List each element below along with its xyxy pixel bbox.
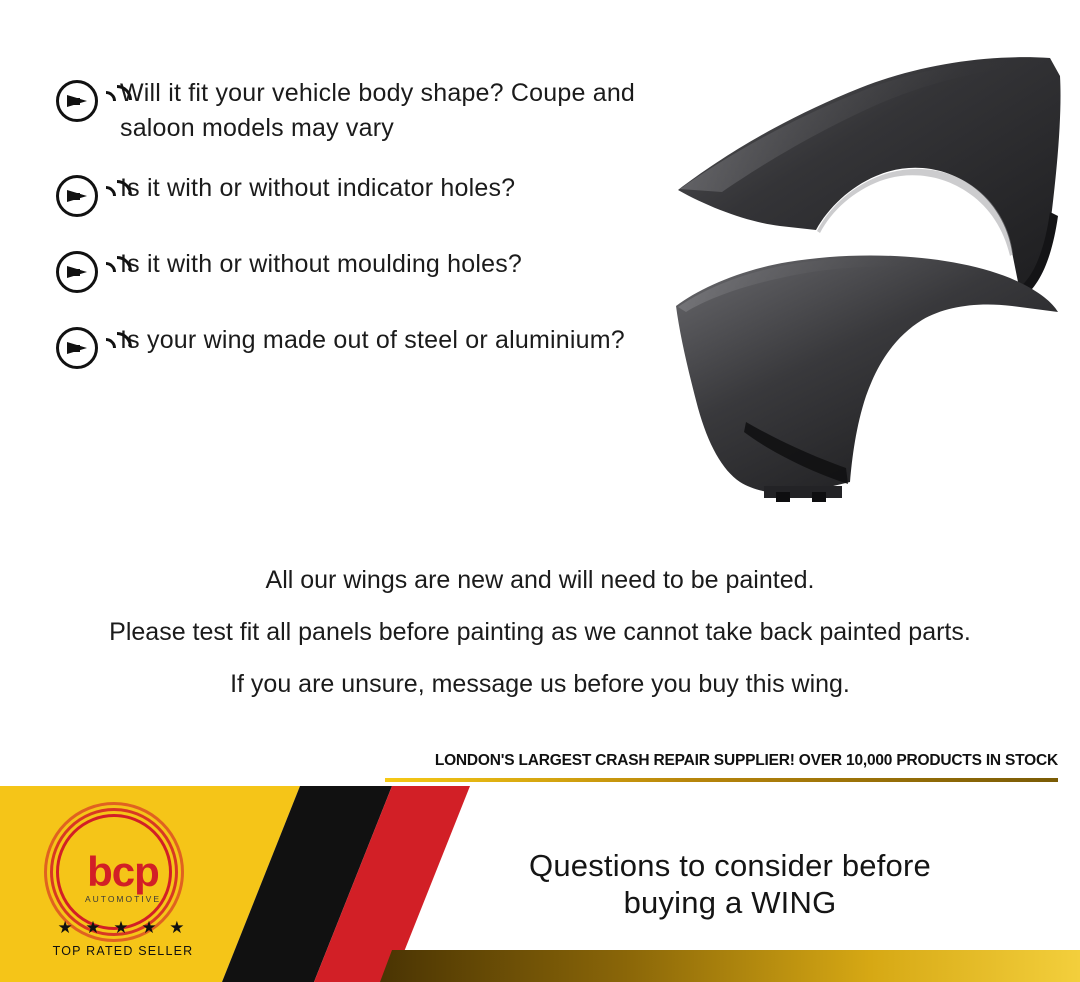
questions-list xyxy=(56,76,656,399)
promo-strip-rule xyxy=(385,778,1058,782)
question-item xyxy=(56,171,656,221)
question-text: Is it with or without indicator holes? xyxy=(120,174,516,202)
top-rated-seller-label: TOP RATED SELLER xyxy=(52,944,194,958)
wing-bottom-image xyxy=(676,255,1058,502)
question-item xyxy=(56,76,656,145)
star-rating-icon: ★ ★ ★ ★ ★ xyxy=(57,918,189,937)
logo-sub-text: AUTOMOTIVE xyxy=(84,894,162,904)
horn-icon xyxy=(56,327,120,373)
footer-title-line-2: buying a WING xyxy=(623,884,837,920)
footer-banner xyxy=(0,786,1080,982)
promo-strip-text: LONDON'S LARGEST CRASH REPAIR SUPPLIER! OVER 10,000 PRODUCTS IN STOCK xyxy=(434,752,1058,769)
wing-images xyxy=(660,40,1080,510)
note-line: Please test fit all panels before painting as we cannot take back painted parts. xyxy=(109,618,971,646)
bcp-logo xyxy=(28,814,218,974)
question-text: Is your wing made out of steel or aluminium? xyxy=(120,326,625,354)
question-item xyxy=(56,247,656,297)
footer-title xyxy=(400,848,1060,921)
horn-icon xyxy=(56,251,120,297)
horn-icon xyxy=(56,175,120,221)
question-text: Will it fit your vehicle body shape? Coupe and saloon models may vary xyxy=(120,79,636,142)
notes-block xyxy=(0,565,1080,721)
horn-icon xyxy=(56,80,120,126)
question-item xyxy=(56,323,656,373)
promo-strip xyxy=(0,752,1080,786)
logo-brand-text: bcp xyxy=(87,848,159,895)
footer-title-line-1: Questions to consider before xyxy=(529,848,931,883)
note-line: All our wings are new and will need to be painted. xyxy=(265,566,815,594)
question-text: Is it with or without moulding holes? xyxy=(120,250,523,278)
note-line: If you are unsure, message us before you buy this wing. xyxy=(230,670,850,698)
